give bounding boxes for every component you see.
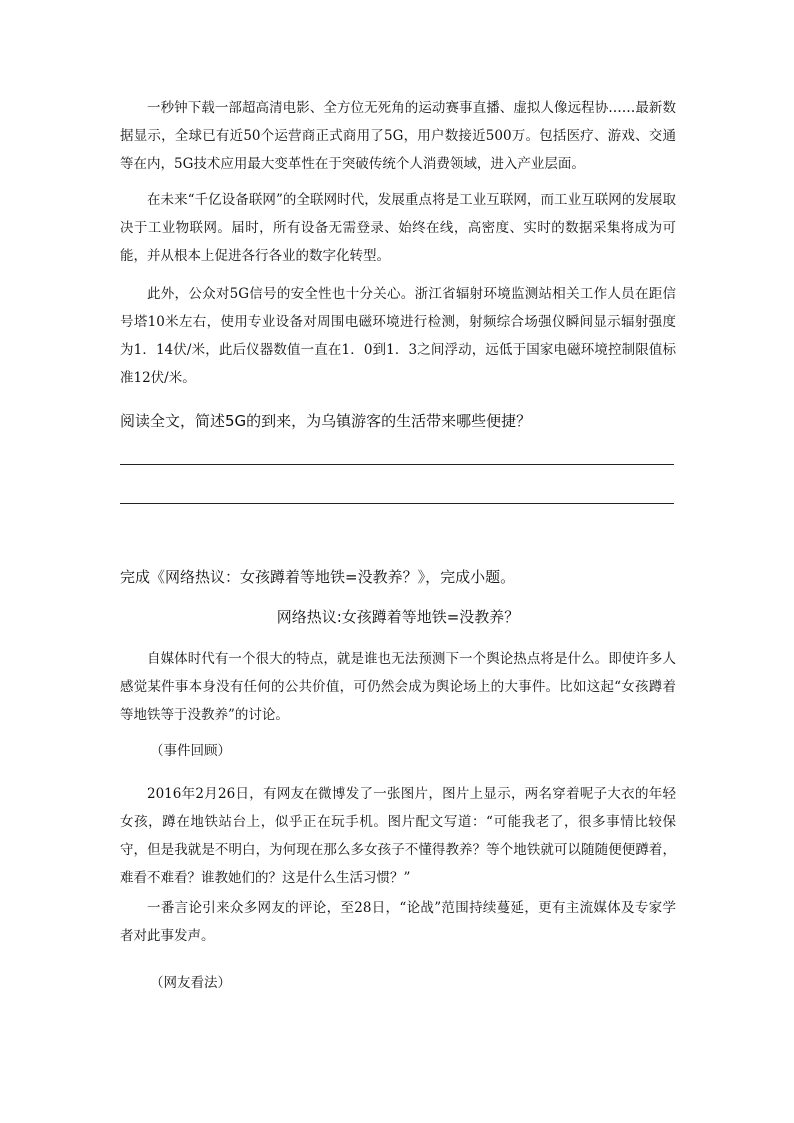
article-title: 网络热议:女孩蹲着等地铁=没教养？ (276, 608, 520, 626)
answer-line-2[interactable] (120, 503, 674, 504)
subheading-netizen-views: （网友看法） (150, 975, 231, 991)
section-instruction: 完成《网络热议：女孩蹲着等地铁=没教养？》，完成小题。 (120, 568, 516, 586)
paragraph-5g-intro: 一秒钟下载一部超高清电影、全方位无死角的运动赛事直播、虚拟人像远程协……最新数据显示，全球已有近50个运营商正式商用了5G，用户数接近500万。包括医疗、游戏、交通等在内，5G技术应用最大变革性在于突破传统个人消费领域，进入产业层面。 (120, 100, 676, 172)
answer-line-1[interactable] (120, 464, 674, 465)
subheading-event-review: （事件回顾） (150, 743, 231, 759)
paragraph-signal-safety: 此外，公众对5G信号的安全性也十分关心。浙江省辐射环境监测站相关工作人员在距信号塔10米左右，使用专业设备对周围电磁环境进行检测，射频综合场强仪瞬间显示辐射强度为1．14伏/米，此后仪器数值一直在1．0到1．3之间浮动，远低于国家电磁环境控制限值标准12伏/米。 (120, 286, 676, 386)
paragraph-event-details: 2016年2月26日，有网友在微博发了一张图片，图片上显示，两名穿着呢子大衣的年轻女孩，蹲在地铁站台上，似乎正在玩手机。图片配文写道：“可能我老了，很多事情比较保守，但是我就是不明白，为何现在那么多女孩子不懂得教养？等个地铁就可以随随便便蹲着，难看不难看？谁教她们的？这是什么生活习惯？” (120, 786, 676, 886)
paragraph-industrial-internet: 在未来“千亿设备联网”的全联网时代，发展重点将是工业互联网，而工业互联网的发展取决于工业物联网。届时，所有设备无需登录、始终在线，高密度、实时的数据采集将成为可能，并从根本上促进各行各业的数字化转型。 (120, 192, 676, 264)
reading-question: 阅读全文，简述5G的到来，为乌镇游客的生活带来哪些便捷？ (120, 412, 532, 430)
paragraph-debate-spread: 一番言论引来众多网友的评论，至28日，“论战”范围持续蔓延，更有主流媒体及专家学者对此事发声。 (120, 900, 676, 944)
paragraph-media-era: 自媒体时代有一个很大的特点，就是谁也无法预测下一个舆论热点将是什么。即使许多人感觉某件事本身没有任何的公共价值，可仍然会成为舆论场上的大事件。比如这起“女孩蹲着等地铁等于没教养”的讨论。 (120, 651, 676, 723)
